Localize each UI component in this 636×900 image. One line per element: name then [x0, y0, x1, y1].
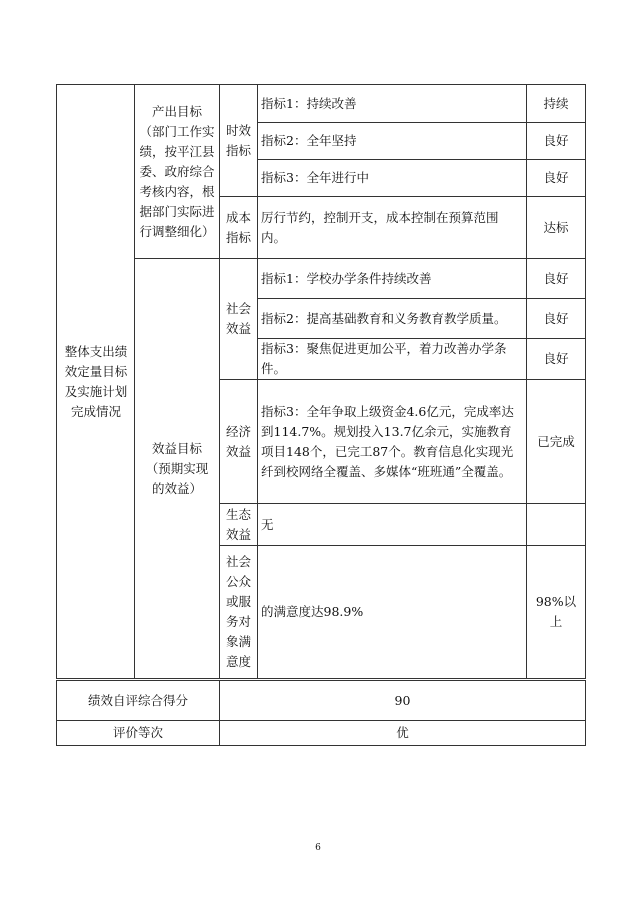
- satisfaction-result: 98%以上: [527, 546, 586, 679]
- table-row: [57, 259, 586, 299]
- satisfaction-label-cell: [220, 546, 258, 679]
- timeliness-label: 时效指标: [225, 122, 251, 158]
- timeliness-desc-2: 指标2：全年坚持: [258, 123, 527, 160]
- output-target-cell: [135, 85, 220, 259]
- ecological-result: [527, 504, 586, 546]
- social-desc-1: 指标1：学校办学条件持续改善: [258, 259, 527, 299]
- summary-table: [56, 680, 586, 746]
- timeliness-desc-3: 指标3：全年进行中: [258, 160, 527, 197]
- benefit-target-note: （预期实现的效益）: [145, 460, 209, 496]
- economic-result: 已完成: [527, 380, 586, 504]
- social-result-3: 良好: [527, 339, 586, 380]
- performance-table: [56, 84, 586, 679]
- social-result-2: 良好: [527, 299, 586, 339]
- score-label: 绩效自评综合得分: [57, 681, 220, 721]
- output-target-label: 产出目标: [151, 103, 202, 119]
- cost-label: 成本指标: [225, 209, 251, 245]
- cost-result: 达标: [527, 197, 586, 259]
- economic-desc: 指标3：全年争取上级资金4.6亿元，完成率达到114.7%。规划投入13.7亿余元，实施教育项目148个，已完工87个。教育信息化实现光纤到校网络全覆盖、多媒体“班班通”全覆盖。: [258, 380, 527, 504]
- social-label-cell: [220, 259, 258, 380]
- ecological-desc: 无: [258, 504, 527, 546]
- economic-label-cell: [220, 380, 258, 504]
- table-row: [57, 681, 586, 721]
- output-target-note: （部门工作实绩，按平江县委、政府综合考核内容，根据部门实际进行调整细化）: [139, 123, 215, 239]
- section-label-cell: [57, 85, 135, 679]
- timeliness-result-2: 良好: [527, 123, 586, 160]
- page-number: 6: [315, 843, 321, 853]
- benefit-target-cell: [135, 259, 220, 679]
- score-value: 90: [220, 681, 586, 721]
- social-desc-2: 指标2：提高基础教育和义务教育教学质量。: [258, 299, 527, 339]
- satisfaction-desc: 的满意度达98.9%: [258, 546, 527, 679]
- social-desc-3: 指标3：聚焦促进更加公平，着力改善办学条件。: [258, 339, 527, 380]
- cost-label-cell: [220, 197, 258, 259]
- timeliness-label-cell: [220, 85, 258, 197]
- timeliness-result-3: 良好: [527, 160, 586, 197]
- cost-desc: 厉行节约，控制开支，成本控制在预算范围内。: [258, 197, 527, 259]
- table-row: [57, 85, 586, 123]
- ecological-label-cell: [220, 504, 258, 546]
- social-result-1: 良好: [527, 259, 586, 299]
- satisfaction-label: 社会公众或服务对象满意度: [225, 554, 251, 669]
- grade-value: 优: [220, 721, 586, 746]
- grade-label: 评价等次: [57, 721, 220, 746]
- ecological-label: 生态效益: [225, 506, 251, 542]
- table-row: [57, 721, 586, 746]
- economic-label: 经济效益: [225, 423, 251, 459]
- section-label: 整体支出绩效定量目标及实施计划完成情况: [64, 343, 128, 419]
- timeliness-result-1: 持续: [527, 85, 586, 123]
- benefit-target-label: 效益目标: [151, 440, 202, 456]
- timeliness-desc-1: 指标1：持续改善: [258, 85, 527, 123]
- social-label: 社会效益: [225, 301, 251, 336]
